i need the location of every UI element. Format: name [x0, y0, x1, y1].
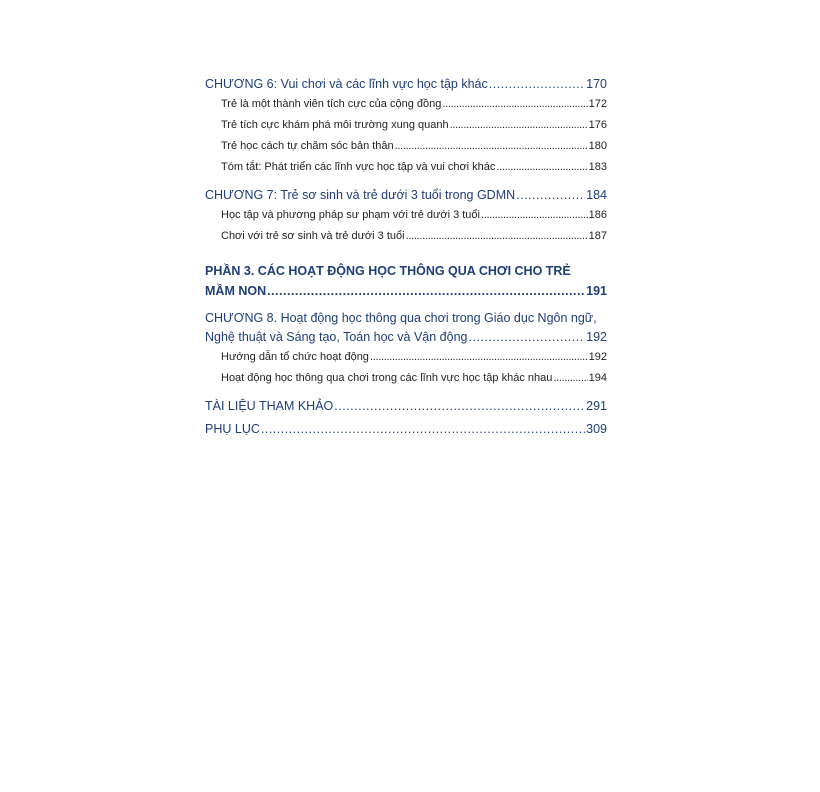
toc-chapter-title-line1: CHƯƠNG 8. Hoạt động học thông qua chơi trong Giáo dục Ngôn ngữ,	[205, 311, 597, 325]
toc-subentry[interactable]	[205, 368, 607, 389]
toc-entry-title: Hoạt động học thông qua chơi trong các lĩnh vực học tập khác nhau	[221, 372, 553, 384]
dot-leader	[442, 94, 587, 115]
toc-references[interactable]	[205, 396, 607, 416]
spacer	[205, 389, 607, 396]
toc-entry-title: Chơi với trẻ sơ sinh và trẻ dưới 3 tuổi	[221, 230, 405, 242]
toc-entry-title: Nghệ thuật và Sáng tạo, Toán học và Vận động	[205, 330, 468, 344]
toc-page-number: 191	[586, 284, 607, 298]
dot-leader	[267, 281, 585, 301]
dot-leader	[553, 368, 587, 389]
toc-subentry[interactable]	[205, 347, 607, 368]
toc-entry-title: Học tập và phương pháp sư phạm với trẻ dưới 3 tuổi	[221, 209, 480, 221]
toc-page-number: 192	[588, 351, 607, 363]
toc-chapter-title-line2	[205, 328, 607, 347]
dot-leader	[406, 226, 588, 247]
toc-entry-title: Tóm tắt: Phát triển các lĩnh vực học tập và vui chơi khác	[221, 161, 496, 173]
spacer	[205, 178, 607, 185]
toc-page-number: 186	[588, 209, 607, 221]
toc-subentry[interactable]	[205, 94, 607, 115]
toc-chapter-6[interactable]	[205, 74, 607, 94]
toc-subentry[interactable]	[205, 205, 607, 226]
toc-page-number: 194	[588, 372, 607, 384]
toc-page-number: 309	[586, 422, 607, 436]
toc-entry-title: Hướng dẫn tổ chức hoạt động	[221, 351, 369, 363]
dot-leader	[261, 419, 585, 439]
toc-appendix[interactable]	[205, 419, 607, 439]
dot-leader	[516, 185, 585, 205]
toc-entry-title: MẦM NON	[205, 284, 267, 298]
toc-page-number: 176	[588, 119, 607, 131]
toc-subentry[interactable]	[205, 115, 607, 136]
toc-entry-title: TÀI LIỆU THAM KHẢO	[205, 399, 334, 413]
toc-part-title-line1: PHẦN 3. CÁC HOẠT ĐỘNG HỌC THÔNG QUA CHƠI CHO TRẺ	[205, 264, 571, 278]
toc-page-number: 172	[588, 98, 607, 110]
toc-page-number: 184	[586, 188, 607, 202]
toc-page-number: 183	[588, 161, 607, 173]
spacer	[205, 247, 607, 261]
dot-leader	[489, 74, 585, 94]
toc-entry-title: CHƯƠNG 6: Vui chơi và các lĩnh vực học tập khác	[205, 77, 488, 91]
dot-leader	[468, 328, 585, 347]
toc-entry-title: CHƯƠNG 7: Trẻ sơ sinh và trẻ dưới 3 tuổi trong GDMN	[205, 188, 516, 202]
table-of-contents	[205, 74, 607, 439]
toc-entry-title: Trẻ là một thành viên tích cực của cộng đồng	[221, 98, 442, 110]
toc-page-number: 180	[588, 140, 607, 152]
toc-page-number: 170	[586, 77, 607, 91]
toc-entry-title: Trẻ tích cực khám phá môi trường xung quanh	[221, 119, 449, 131]
toc-subentry[interactable]	[205, 157, 607, 178]
toc-subentry[interactable]	[205, 136, 607, 157]
toc-page-number: 192	[586, 330, 607, 344]
toc-page-number: 291	[586, 399, 607, 413]
spacer	[205, 301, 607, 309]
toc-part-title-line2	[205, 281, 607, 301]
dot-leader	[334, 396, 585, 416]
toc-page-number: 187	[588, 230, 607, 242]
dot-leader	[496, 157, 587, 178]
toc-part-3[interactable]	[205, 261, 607, 301]
dot-leader	[395, 136, 588, 157]
toc-chapter-7[interactable]	[205, 185, 607, 205]
dot-leader	[481, 205, 588, 226]
toc-entry-title: Trẻ học cách tự chăm sóc bản thân	[221, 140, 394, 152]
toc-chapter-8[interactable]	[205, 309, 607, 347]
toc-entry-title: PHỤ LỤC	[205, 422, 260, 436]
toc-subentry[interactable]	[205, 226, 607, 247]
dot-leader	[370, 347, 588, 368]
dot-leader	[450, 115, 588, 136]
